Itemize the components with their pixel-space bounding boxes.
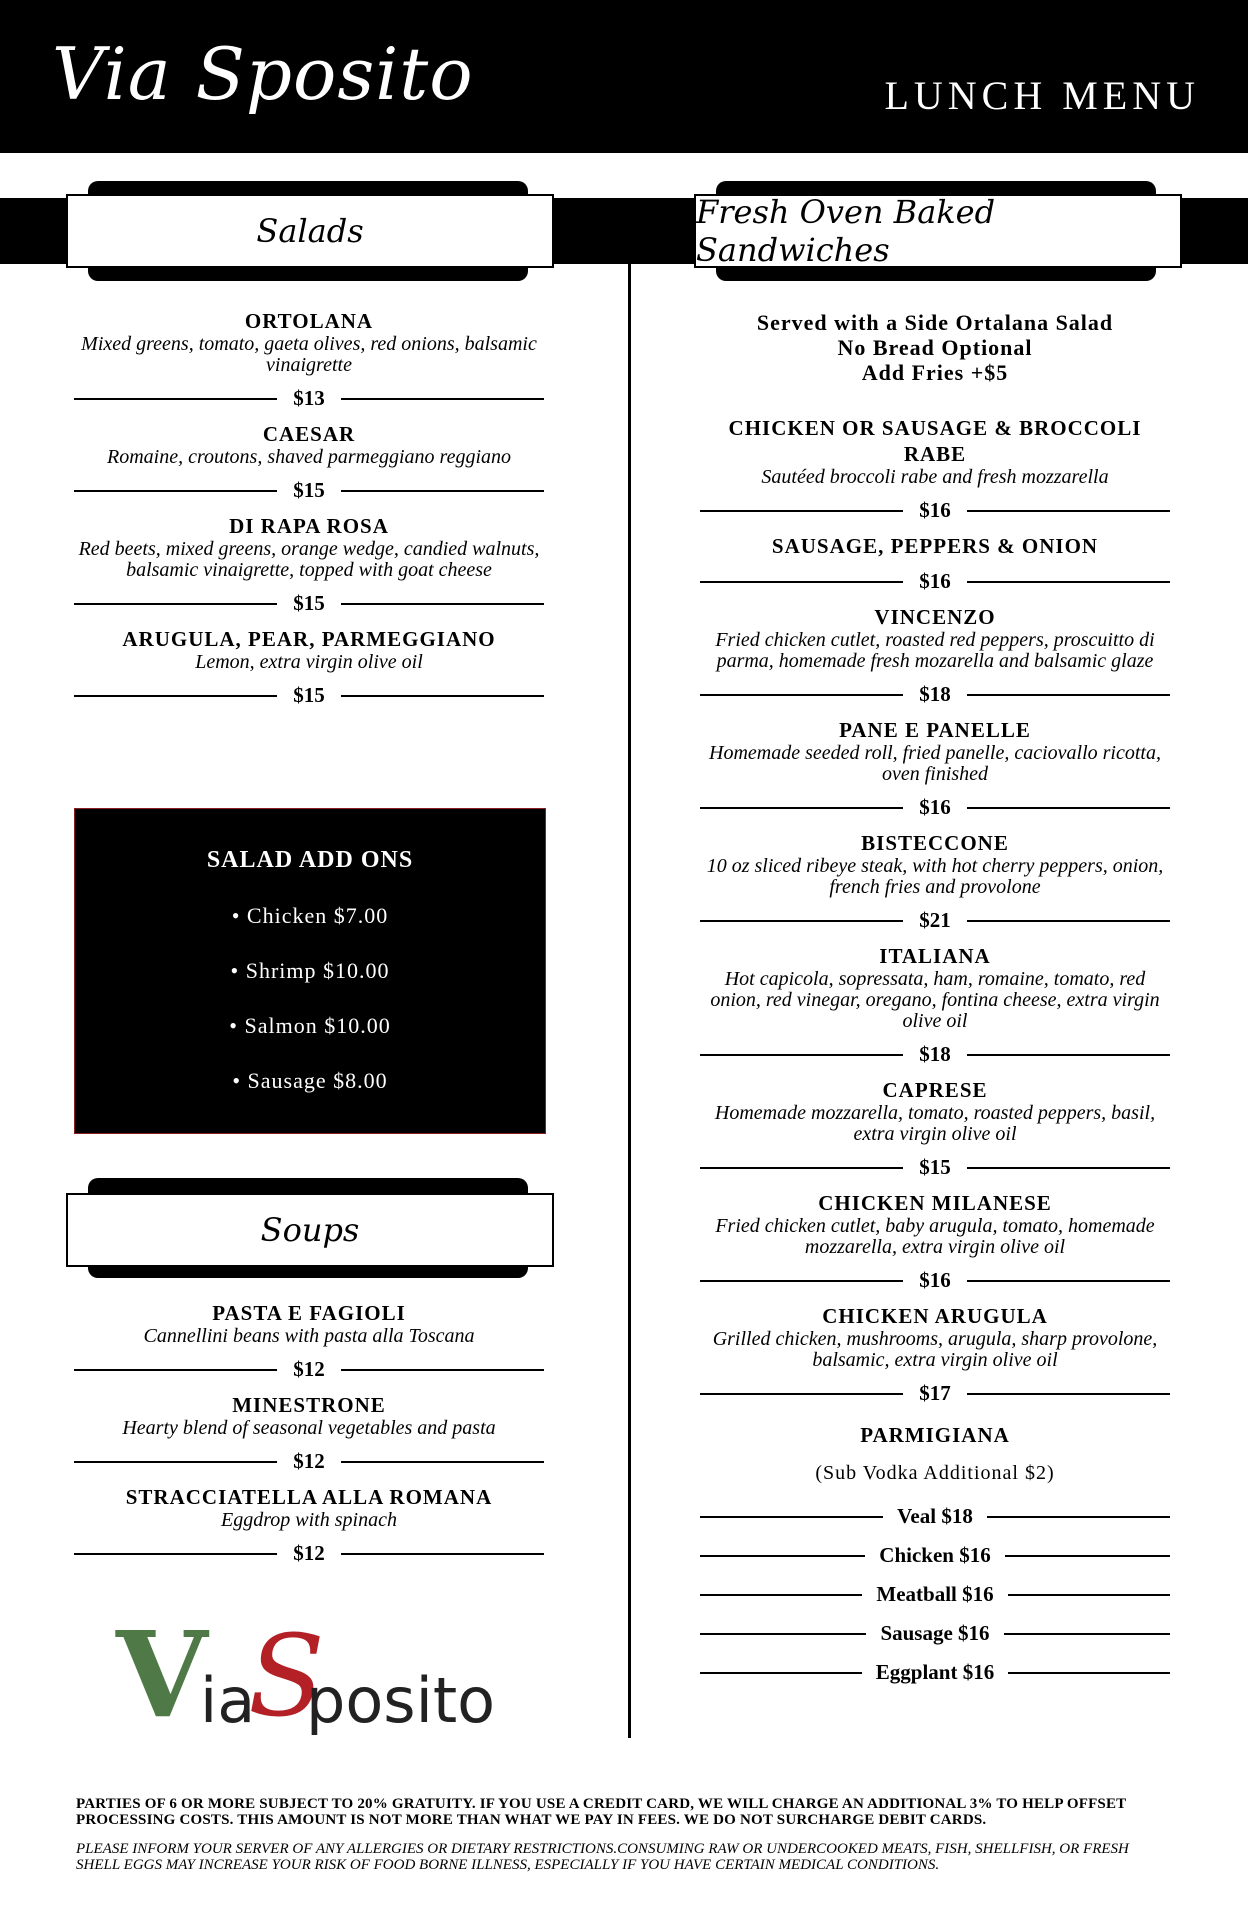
- item-description: Red beets, mixed greens, orange wedge, candied walnuts, balsamic vinaigrette, topped with goat cheese: [78, 538, 540, 581]
- price-line: [74, 478, 544, 503]
- price-rule: [967, 1280, 1170, 1282]
- item-description: Hot capicola, sopressata, ham, romaine, tomato, red onion, red vinegar, oregano, fontina cheese, extra virgin olive oil: [710, 968, 1160, 1032]
- item-description: Grilled chicken, mushrooms, arugula, sharp provolone, balsamic, extra virgin olive oil: [712, 1328, 1158, 1371]
- item-description: Fried chicken cutlet, roasted red peppers, proscuitto di parma, homemade fresh mozarella and balsamic glaze: [715, 629, 1155, 672]
- item-name: MINESTRONE: [232, 1393, 386, 1417]
- option-rule: [987, 1516, 1170, 1518]
- price-line: [700, 1268, 1170, 1293]
- item-price: $18: [919, 1042, 951, 1066]
- item-price: $13: [293, 386, 325, 410]
- parmigiana-options: [700, 1497, 1170, 1692]
- allergy-note: PLEASE INFORM YOUR SERVER OF ANY ALLERGIES OR DIETARY RESTRICTIONS.CONSUMING RAW OR UNDERCOOKED MEATS, FISH, SHELLFISH, OR FRESH SHELL EGGS MAY INCREASE YOUR RISK OF FOOD BORNE ILLNESS, ESPECIALLY IF YOU HAVE CERTAIN MEDICAL CONDITIONS.: [76, 1841, 1129, 1873]
- menu-item: [700, 1190, 1170, 1293]
- menu-item: [74, 308, 544, 411]
- menu-title: LUNCH MENU: [884, 73, 1200, 118]
- option-rule: [1008, 1672, 1170, 1674]
- item-price: $12: [293, 1357, 325, 1381]
- parmigiana-option: [700, 1614, 1170, 1653]
- salad-addons-box: [74, 808, 546, 1134]
- parmigiana-option: [700, 1653, 1170, 1692]
- price-rule: [700, 920, 903, 922]
- option-label: Eggplant $16: [875, 1660, 995, 1684]
- price-rule: [341, 398, 544, 400]
- option-label: Chicken $16: [879, 1543, 991, 1567]
- price-rule: [967, 581, 1170, 583]
- item-name: CAPRESE: [882, 1078, 988, 1102]
- price-rule: [967, 807, 1170, 809]
- item-name: CHICKEN MILANESE: [818, 1191, 1052, 1215]
- intro-line: Served with a Side Ortalana Salad: [756, 310, 1114, 335]
- item-price: $16: [919, 795, 951, 819]
- soups-heading: Soups: [66, 1193, 554, 1267]
- logo-letter-s: S: [248, 1612, 325, 1742]
- column-divider: [628, 264, 631, 1738]
- price-line: [700, 1155, 1170, 1180]
- price-line: [700, 682, 1170, 707]
- price-rule: [700, 1054, 903, 1056]
- menu-item: [74, 513, 544, 616]
- option-label: Meatball $16: [876, 1582, 994, 1606]
- item-price: $15: [919, 1155, 951, 1179]
- option-rule: [700, 1516, 883, 1518]
- price-rule: [967, 694, 1170, 696]
- item-name: PASTA E FAGIOLI: [212, 1301, 406, 1325]
- item-name: ITALIANA: [879, 944, 991, 968]
- item-price: $12: [293, 1541, 325, 1565]
- option-rule: [700, 1555, 865, 1557]
- price-line: [700, 795, 1170, 820]
- parmigiana-name: PARMIGIANA: [860, 1423, 1010, 1447]
- menu-item: [74, 421, 544, 503]
- item-description: Homemade mozzarella, tomato, roasted peppers, basil, extra virgin olive oil: [714, 1102, 1156, 1145]
- price-line: [74, 1449, 544, 1474]
- menu-item: [700, 717, 1170, 820]
- price-rule: [700, 1167, 903, 1169]
- option-rule: [1004, 1633, 1170, 1635]
- menu-item: [700, 1303, 1170, 1406]
- price-rule: [967, 920, 1170, 922]
- item-description: 10 oz sliced ribeye steak, with hot cherry peppers, onion, french fries and provolone: [706, 855, 1164, 898]
- menu-item: [74, 1300, 544, 1382]
- logo-text-posito: posito: [306, 1664, 496, 1737]
- menu-item: [700, 830, 1170, 933]
- item-price: $16: [919, 1268, 951, 1292]
- sandwiches-heading: Fresh Oven Baked Sandwiches: [694, 194, 1182, 268]
- price-rule: [700, 1280, 903, 1282]
- gratuity-note: PARTIES OF 6 OR MORE SUBJECT TO 20% GRATUITY. IF YOU USE A CREDIT CARD, WE WILL CHARGE AN ADDITIONAL 3% TO HELP OFFSET PROCESSING COSTS. THIS AMOUNT IS NOT MORE THAN WHAT WE PAY IN FEES. WE DO NOT SURCHARGE DEBIT CARDS.: [76, 1796, 1127, 1828]
- price-rule: [74, 695, 277, 697]
- price-line: [700, 498, 1170, 523]
- sandwiches-column: [700, 310, 1170, 1692]
- item-name: ARUGULA, PEAR, PARMEGGIANO: [122, 627, 496, 651]
- item-price: $21: [919, 908, 951, 932]
- price-rule: [341, 695, 544, 697]
- via-sposito-logo: [116, 1605, 536, 1744]
- addon-item: • Salmon $10.00: [229, 1013, 391, 1038]
- logo-letter-v: V: [116, 1605, 208, 1744]
- option-rule: [700, 1633, 866, 1635]
- parmigiana-note: (Sub Vodka Additional $2): [815, 1462, 1055, 1484]
- item-name: ORTOLANA: [244, 309, 374, 333]
- sandwich-list: [700, 415, 1170, 1406]
- intro-line: Add Fries +$5: [861, 360, 1009, 385]
- price-rule: [967, 1393, 1170, 1395]
- soups-list: [74, 1300, 544, 1576]
- header-bar: [0, 0, 1248, 153]
- brand-title: Via Sposito: [52, 32, 474, 116]
- option-label: Veal $18: [897, 1504, 973, 1528]
- price-line: [700, 908, 1170, 933]
- price-line: [74, 591, 544, 616]
- price-rule: [74, 398, 277, 400]
- price-rule: [967, 1054, 1170, 1056]
- price-rule: [700, 1393, 903, 1395]
- addons-title: SALAD ADD ONS: [206, 847, 414, 873]
- salads-list: [74, 308, 544, 718]
- item-description: Cannellini beans with pasta alla Toscana: [143, 1325, 475, 1347]
- addon-item: • Chicken $7.00: [231, 903, 389, 928]
- price-line: [700, 569, 1170, 594]
- price-rule: [74, 1369, 277, 1371]
- item-description: Fried chicken cutlet, baby arugula, tomato, homemade mozzarella, extra virgin olive oil: [715, 1215, 1155, 1258]
- price-line: [700, 1381, 1170, 1406]
- price-rule: [700, 807, 903, 809]
- addons-list: [75, 888, 545, 1108]
- option-rule: [1008, 1594, 1170, 1596]
- footer-notes: [76, 1796, 1176, 1873]
- option-label: Sausage $16: [880, 1621, 990, 1645]
- price-rule: [341, 1369, 544, 1371]
- menu-item: [700, 533, 1170, 594]
- price-line: [700, 1042, 1170, 1067]
- salads-heading: Salads: [66, 194, 554, 268]
- item-price: $15: [293, 591, 325, 615]
- item-price: $16: [919, 569, 951, 593]
- menu-item: [74, 1484, 544, 1566]
- item-price: $18: [919, 682, 951, 706]
- menu-item: [700, 604, 1170, 707]
- price-line: [74, 1541, 544, 1566]
- item-price: $15: [293, 478, 325, 502]
- price-rule: [700, 694, 903, 696]
- item-description: Lemon, extra virgin olive oil: [195, 651, 423, 673]
- item-price: $15: [293, 683, 325, 707]
- item-description: Hearty blend of seasonal vegetables and pasta: [122, 1417, 496, 1439]
- price-line: [74, 683, 544, 708]
- price-rule: [74, 1461, 277, 1463]
- option-rule: [700, 1594, 862, 1596]
- intro-line: No Bread Optional: [837, 335, 1033, 360]
- item-name: BISTECCONE: [861, 831, 1009, 855]
- menu-item: [700, 1077, 1170, 1180]
- price-rule: [341, 1553, 544, 1555]
- price-rule: [700, 581, 903, 583]
- addon-item: • Shrimp $10.00: [230, 958, 390, 983]
- menu-item: [74, 626, 544, 708]
- price-rule: [341, 490, 544, 492]
- item-description: Homemade seeded roll, fried panelle, caciovallo ricotta, oven finished: [709, 742, 1161, 785]
- price-line: [74, 386, 544, 411]
- price-rule: [967, 1167, 1170, 1169]
- price-rule: [700, 510, 903, 512]
- price-rule: [74, 490, 277, 492]
- menu-item: [700, 943, 1170, 1067]
- parmigiana-option: [700, 1497, 1170, 1536]
- item-name: DI RAPA ROSA: [229, 514, 389, 538]
- price-rule: [74, 603, 277, 605]
- parmigiana-section: [700, 1422, 1170, 1692]
- price-line: [74, 1357, 544, 1382]
- menu-item: [700, 415, 1170, 523]
- menu-item: [74, 1392, 544, 1474]
- item-name: PANE E PANELLE: [839, 718, 1031, 742]
- item-name: CHICKEN OR SAUSAGE & BROCCOLI RABE: [728, 416, 1142, 466]
- parmigiana-option: [700, 1536, 1170, 1575]
- item-price: $12: [293, 1449, 325, 1473]
- item-description: Mixed greens, tomato, gaeta olives, red onions, balsamic vinaigrette: [81, 333, 537, 376]
- item-name: VINCENZO: [874, 605, 996, 629]
- addon-item: • Sausage $8.00: [232, 1068, 388, 1093]
- sandwich-intro: [700, 310, 1170, 385]
- item-name: SAUSAGE, PEPPERS & ONION: [771, 534, 1099, 558]
- item-price: $16: [919, 498, 951, 522]
- item-name: CAESAR: [262, 422, 356, 446]
- item-price: $17: [919, 1381, 951, 1405]
- item-name: STRACCIATELLA ALLA ROMANA: [125, 1485, 493, 1509]
- option-rule: [700, 1672, 862, 1674]
- item-name: CHICKEN ARUGULA: [822, 1304, 1048, 1328]
- price-rule: [74, 1553, 277, 1555]
- item-description: Romaine, croutons, shaved parmeggiano reggiano: [106, 446, 512, 468]
- price-rule: [341, 1461, 544, 1463]
- parmigiana-option: [700, 1575, 1170, 1614]
- option-rule: [1005, 1555, 1170, 1557]
- price-rule: [341, 603, 544, 605]
- item-description: Eggdrop with spinach: [221, 1509, 397, 1531]
- item-description: Sautéed broccoli rabe and fresh mozzarella: [761, 466, 1109, 488]
- price-rule: [967, 510, 1170, 512]
- logo-text-ia: ia: [200, 1664, 256, 1737]
